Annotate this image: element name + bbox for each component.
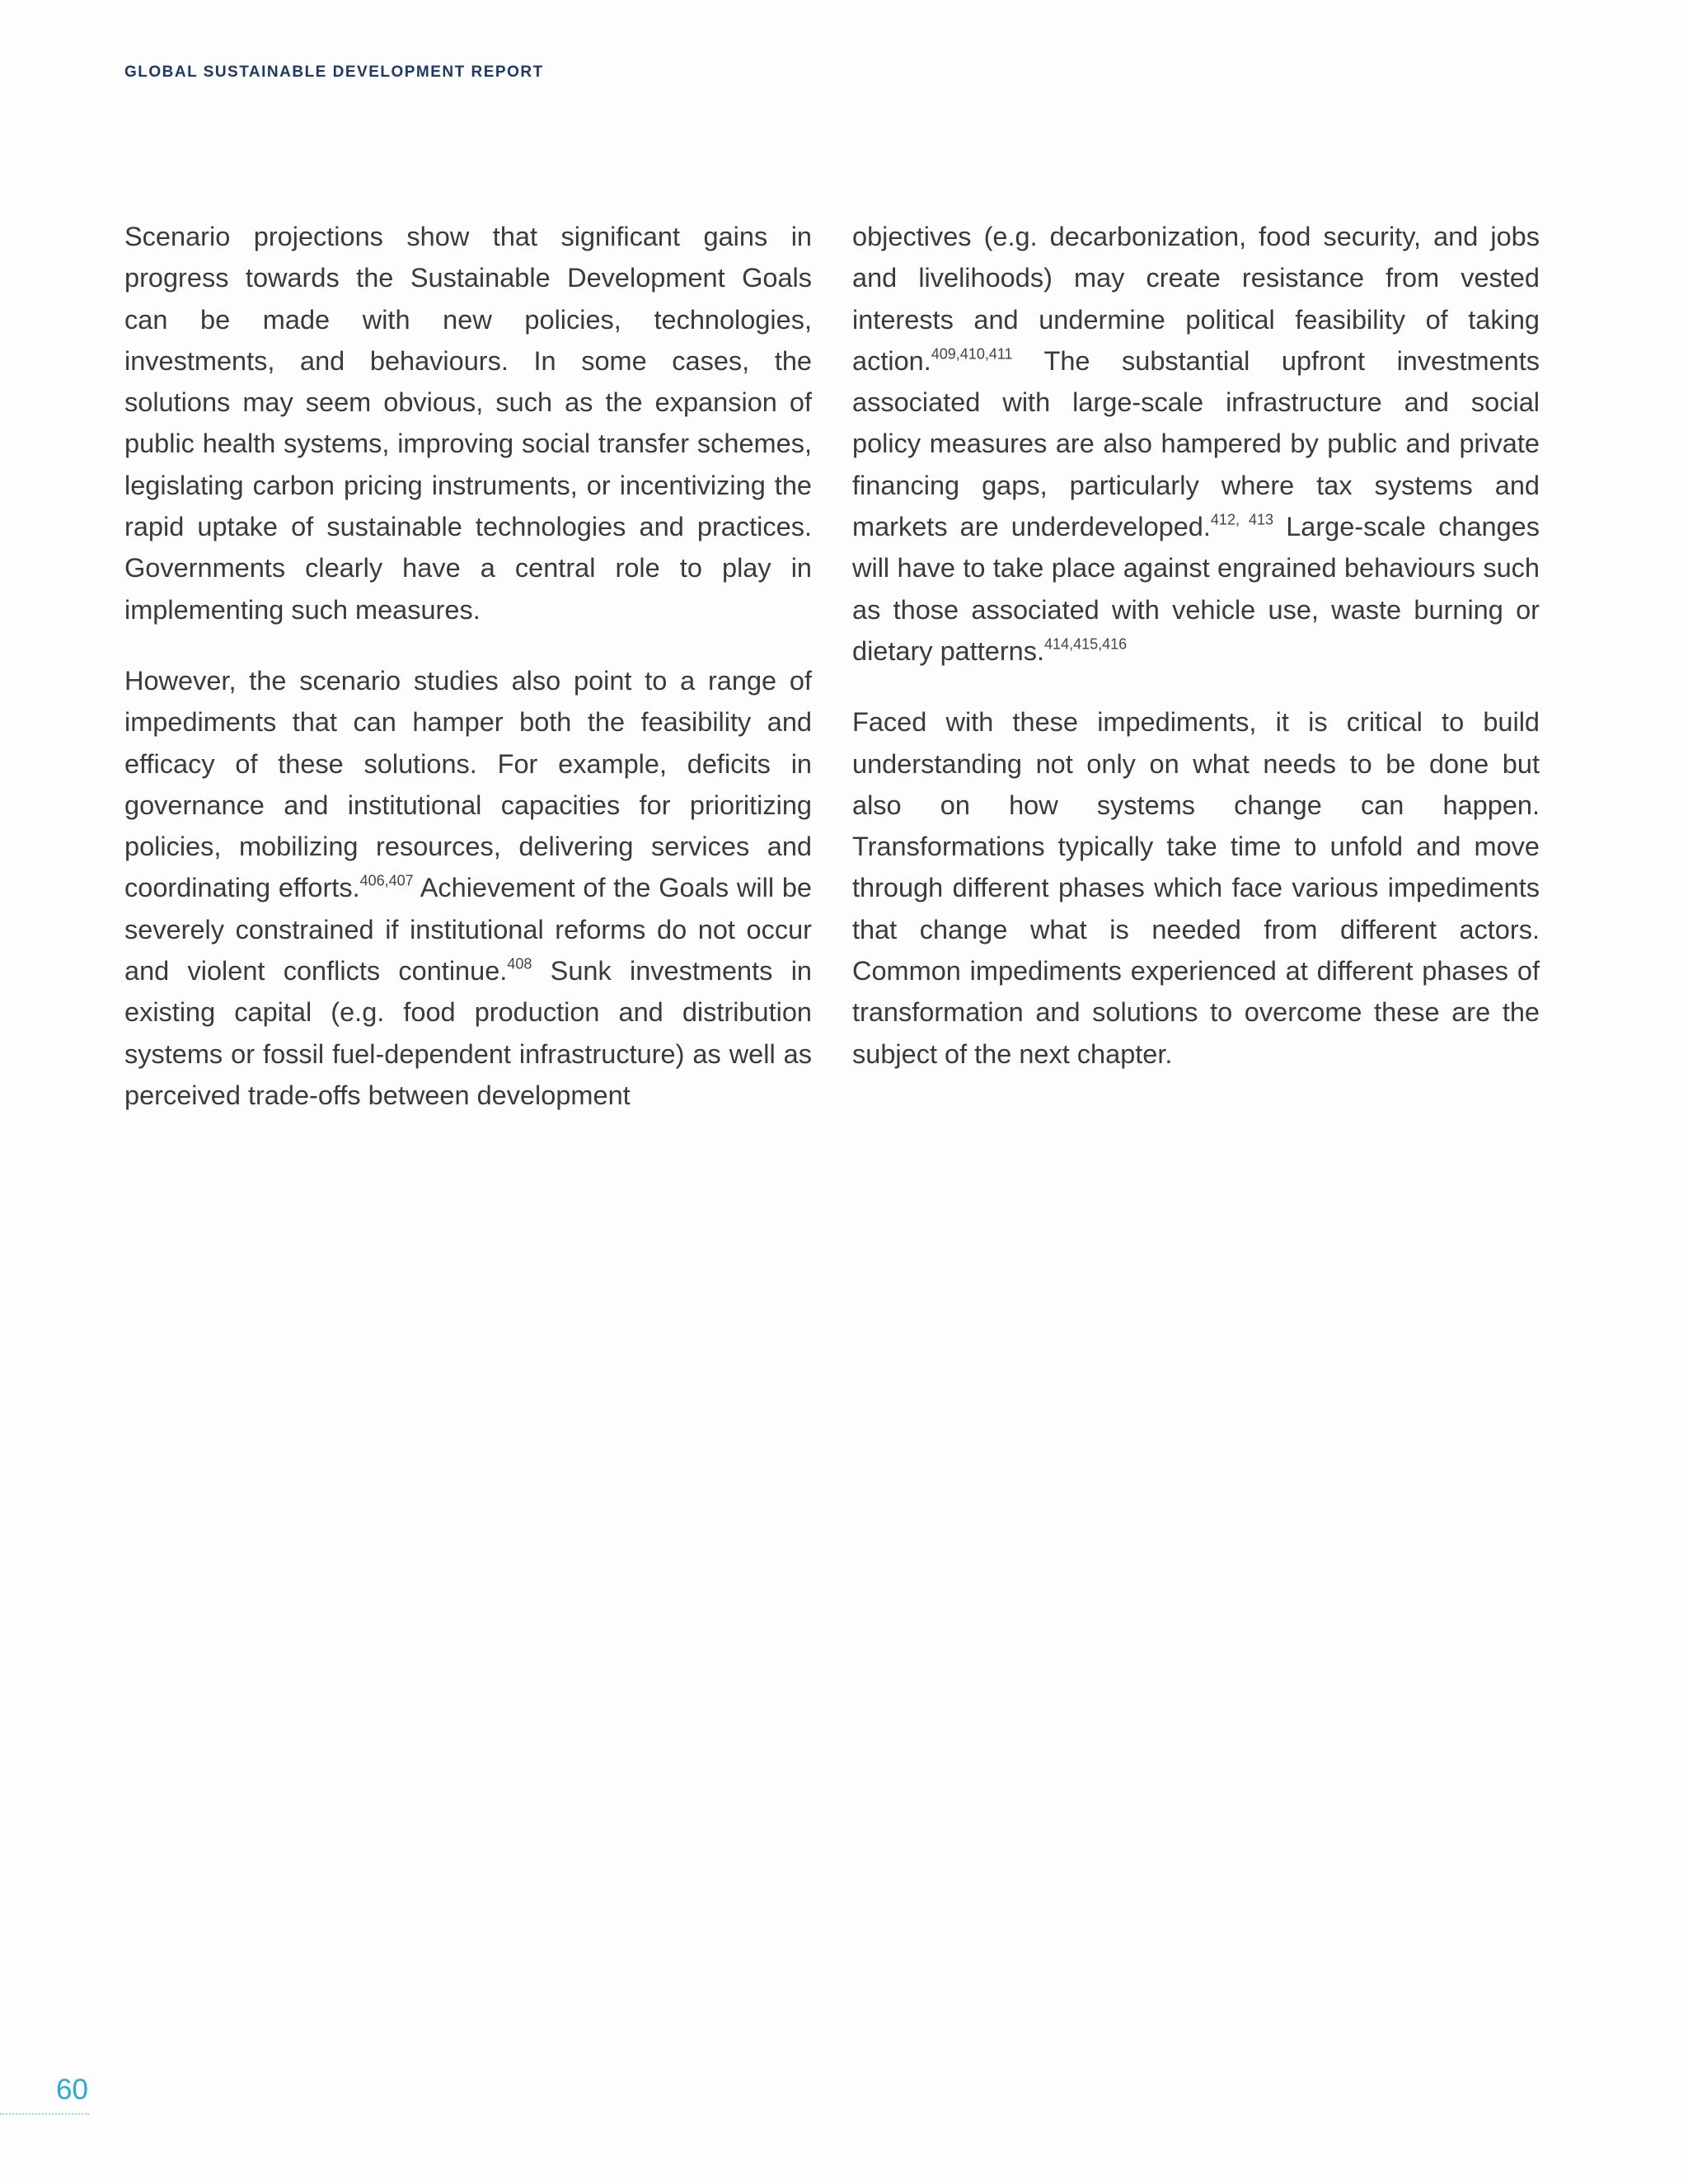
running-header-title: GLOBAL SUSTAINABLE DEVELOPMENT REPORT bbox=[124, 63, 544, 81]
paragraph-text: Faced with these impediments, it is critical to build understanding not only on what needs to be done but also on how systems change can happen. Transformations typically take time to unfold and move through different phases which face various impediments that change what is needed from different actors. Common impediments experienced at different phases of transformation and solutions to overcome these are the subject of the next chapter. bbox=[852, 707, 1540, 1069]
footnote-reference: 414,415,416 bbox=[1044, 635, 1128, 653]
paragraph-text: However, the scenario studies also point to a range of impediments that can hamper both the feasibility and efficacy of these solutions. For example, deficits in governance and institutional capacities for prioritizing policies, mobilizing resources, delivering services and coordinating efforts. bbox=[124, 665, 812, 903]
page-number: 60 bbox=[56, 2074, 88, 2106]
paragraph-scenario-projections bbox=[124, 216, 812, 630]
paragraph-text: Scenario projections show that significant gains in progress towards the Sustainable Development Goals can be made with new policies, technologies, investments, and behaviours. In some cases, the solutions may seem obvious, such as the expansion of public health systems, improving social transfer schemes, legislating carbon pricing instruments, or incentivizing the rapid uptake of sustainable technologies and practices. Governments clearly have a central role to play in implementing such measures. bbox=[124, 222, 812, 625]
paragraph-faced-with-impediments bbox=[852, 701, 1540, 1075]
paragraph-text: Sunk investments in existing capital (e.g. food production and distribution systems or fossil fuel-dependent infrastructure) as well as perceived trade-offs between development bbox=[124, 956, 812, 1110]
footnote-reference: 409,410,411 bbox=[931, 345, 1013, 363]
paragraph-text: Achievement of the Goals will be severely constrained if institutional reforms do not occur and violent conflicts continue. bbox=[124, 873, 812, 987]
footnote-reference: 412, 413 bbox=[1210, 511, 1274, 528]
paragraph-text: objectives (e.g. decarbonization, food security, and jobs and livelihoods) may create resistance from vested interests and undermine political feasibility of taking action. bbox=[852, 222, 1540, 376]
footnote-reference: 406,407 bbox=[359, 872, 414, 889]
paragraph-impediments bbox=[124, 660, 812, 1116]
paragraph-objectives-continuation bbox=[852, 216, 1540, 672]
paragraph-text: The substantial upfront investments associated with large-scale infrastructure and social policy measures are also hampered by public and private financing gaps, particularly where tax systems and markets are underdeveloped. bbox=[852, 345, 1540, 542]
footnote-reference: 408 bbox=[507, 955, 532, 972]
right-text-column bbox=[852, 216, 1540, 1075]
left-text-column bbox=[124, 216, 812, 1116]
paragraph-text: Large-scale changes will have to take place against engrained behaviours such as those associated with vehicle use, waste burning or dietary patterns. bbox=[852, 512, 1540, 666]
page-number-rule bbox=[0, 2113, 89, 2115]
